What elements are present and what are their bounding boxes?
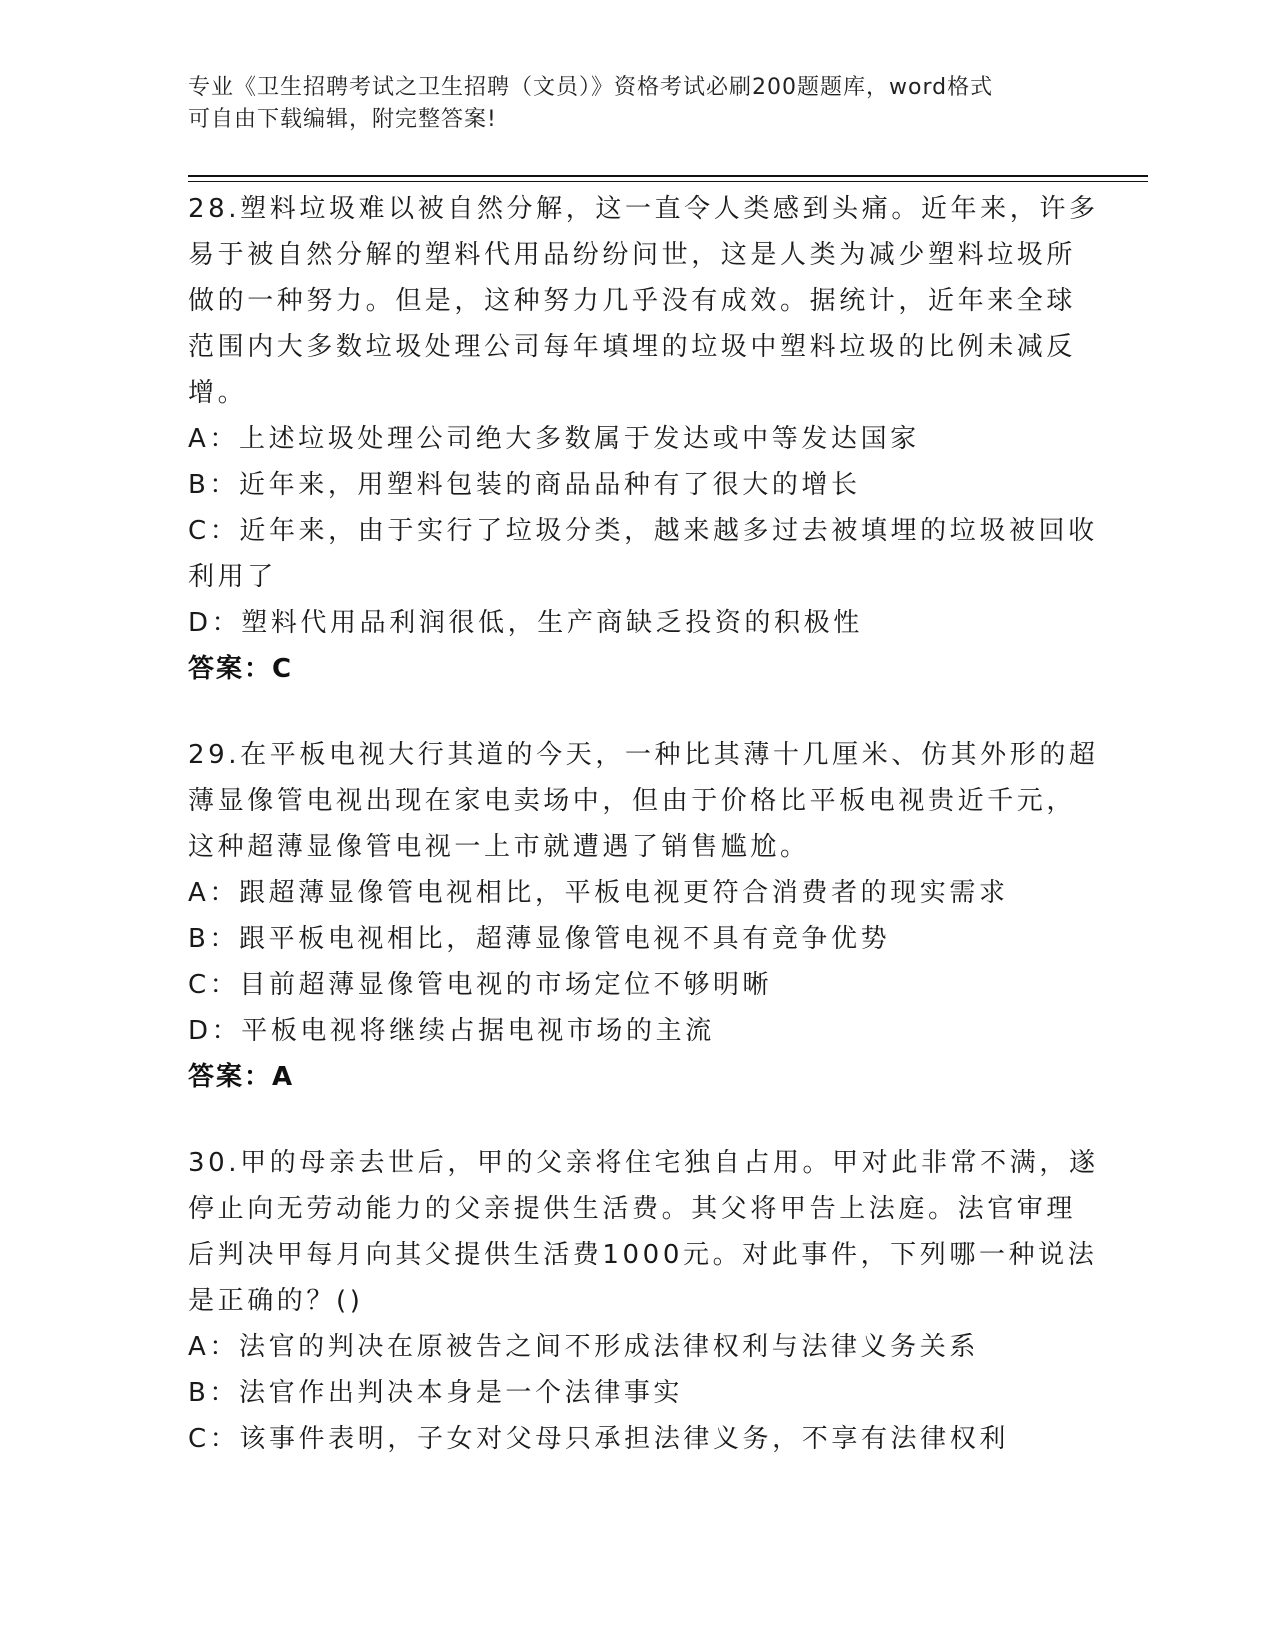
option-c: C：该事件表明，子女对父母只承担法律义务，不享有法律权利 (188, 1424, 1009, 1454)
option-a: A：跟超薄显像管电视相比，平板电视更符合消费者的现实需求 (188, 878, 1009, 908)
question-text-line: 29.在平板电视大行其道的今天，一种比其薄十几厘米、仿其外形的超 (188, 740, 1099, 770)
question-text-line: 是正确的？() (188, 1286, 364, 1316)
option-d: D：塑料代用品利润很低，生产商缺乏投资的积极性 (188, 608, 863, 638)
question-text-line: 这种超薄显像管电视一上市就遭遇了销售尴尬。 (188, 832, 810, 862)
header-divider-thin (188, 181, 1148, 182)
question-text-line: 易于被自然分解的塑料代用品纷纷问世，这是人类为减少塑料垃圾所 (188, 240, 1077, 270)
option-c-continued: 利用了 (188, 562, 277, 592)
question-list (188, 186, 1148, 1502)
question-text-line: 范围内大多数垃圾处理公司每年填埋的垃圾中塑料垃圾的比例未减反 (188, 332, 1077, 362)
question-text-line: 28.塑料垃圾难以被自然分解，这一直令人类感到头痛。近年来，许多 (188, 194, 1099, 224)
option-c: C：近年来，由于实行了垃圾分类，越来越多过去被填埋的垃圾被回收 (188, 516, 1098, 546)
question-29 (188, 732, 1148, 1100)
question-text-line: 停止向无劳动能力的父亲提供生活费。其父将甲告上法庭。法官审理 (188, 1194, 1077, 1224)
document-header (188, 72, 1068, 136)
question-30 (188, 1140, 1148, 1462)
header-line: 专业《卫生招聘考试之卫生招聘（文员）》资格考试必刷200题题库，word格式 (188, 75, 994, 100)
option-b: B：法官作出判决本身是一个法律事实 (188, 1378, 684, 1408)
option-a: A：法官的判决在原被告之间不形成法律权利与法律义务关系 (188, 1332, 979, 1362)
option-a: A：上述垃圾处理公司绝大多数属于发达或中等发达国家 (188, 424, 920, 454)
answer-label: 答案：C (188, 654, 294, 684)
header-line: 可自由下载编辑，附完整答案! (188, 107, 497, 132)
option-b: B：跟平板电视相比，超薄显像管电视不具有竞争优势 (188, 924, 891, 954)
option-c: C：目前超薄显像管电视的市场定位不够明晰 (188, 970, 773, 1000)
option-d: D：平板电视将继续占据电视市场的主流 (188, 1016, 715, 1046)
question-text-line: 增。 (188, 378, 248, 408)
question-text-line: 30.甲的母亲去世后，甲的父亲将住宅独自占用。甲对此非常不满，遂 (188, 1148, 1099, 1178)
question-text-line: 后判决甲每月向其父提供生活费1000元。对此事件，下列哪一种说法 (188, 1240, 1098, 1270)
header-divider (188, 175, 1148, 177)
question-text-line: 薄显像管电视出现在家电卖场中，但由于价格比平板电视贵近千元， (188, 786, 1077, 816)
answer-label: 答案：A (188, 1062, 295, 1092)
question-28 (188, 186, 1148, 692)
option-b: B：近年来，用塑料包装的商品品种有了很大的增长 (188, 470, 861, 500)
question-text-line: 做的一种努力。但是，这种努力几乎没有成效。据统计，近年来全球 (188, 286, 1077, 316)
